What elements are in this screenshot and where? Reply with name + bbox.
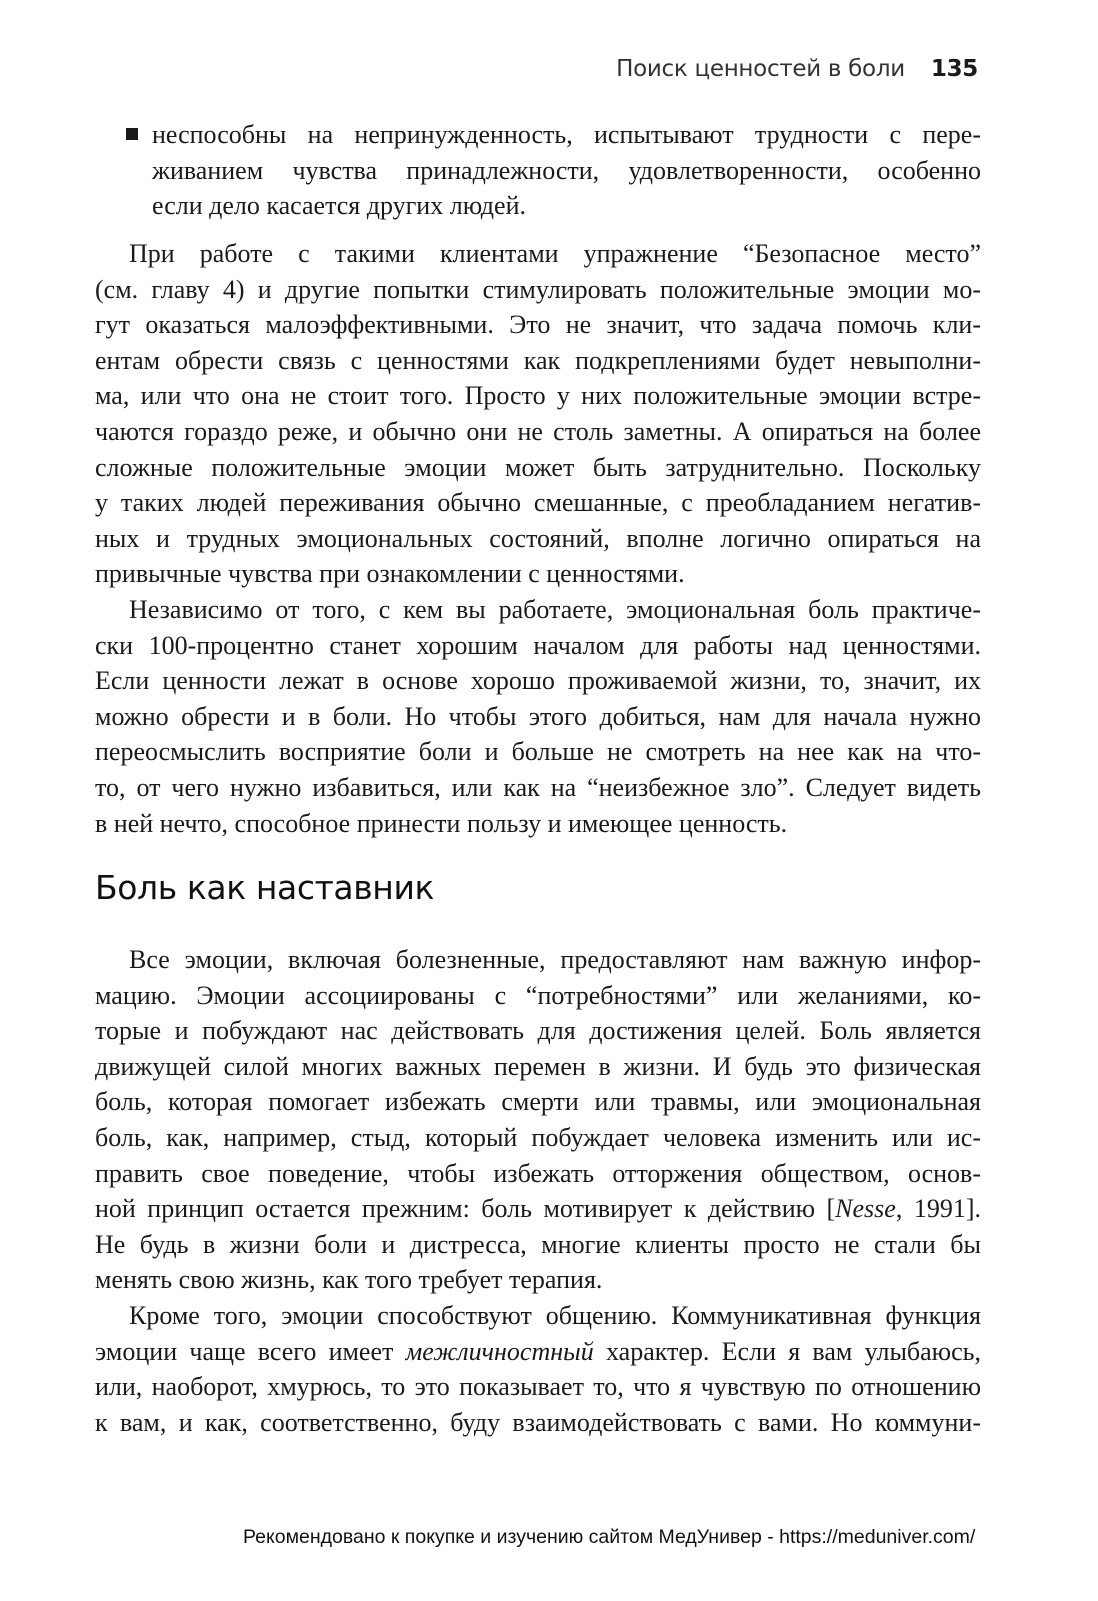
text-line: мацию. Эмоции ассоциированы с “потребностями” или желаниями, ко- <box>95 980 981 1010</box>
text-line: живанием чувства принадлежности, удовлетворенности, особенно <box>152 155 981 185</box>
text-line: править свое поведение, чтобы избежать отторжения обществом, основ- <box>95 1158 981 1188</box>
text-line: движущей силой многих важных перемен в жизни. И будь это физическая <box>95 1051 981 1081</box>
section-heading: Боль как наставник <box>95 868 435 907</box>
text-line: к вам, и как, соответственно, буду взаимодействовать с вами. Но коммуни- <box>95 1407 981 1437</box>
text-line: то, от чего нужно избавиться, или как на “неизбежное зло”. Следует видеть <box>95 772 981 802</box>
text-line: в ней нечто, способное принести пользу и имеющее ценность. <box>95 808 788 838</box>
text-line: чаются гораздо реже, и обычно они не столь заметны. А опираться на более <box>95 416 981 446</box>
square-bullet-icon <box>126 128 138 140</box>
text-span: эмоции чаще всего имеет <box>95 1336 406 1366</box>
text-span: ной принцип остается прежним: боль мотивирует к действию [ <box>95 1194 836 1224</box>
running-head <box>616 56 978 82</box>
bullet-list-item <box>126 117 981 224</box>
text-line: боль, которая помогает избежать смерти или травмы, или эмоциональная <box>95 1087 981 1117</box>
text-line: торые и побуждают нас действовать для достижения целей. Боль является <box>95 1016 981 1046</box>
citation-line <box>95 1191 981 1227</box>
page-number: 135 <box>930 56 978 82</box>
text-line: если дело касается других людей. <box>152 191 526 221</box>
text-line: у таких людей переживания обычно смешанные, с преобладанием негатив- <box>95 488 981 518</box>
footer-watermark: Рекомендовано к покупке и изучению сайтом МедУнивер - https://meduniver.com/ <box>243 1526 976 1548</box>
text-line: Кроме того, эмоции способствуют общению. Коммуникативная функция <box>129 1301 981 1330</box>
text-line: боль, как, например, стыд, который побуждает человека изменить или ис- <box>95 1122 981 1152</box>
text-line: Независимо от того, с кем вы работаете, эмоциональная боль практиче- <box>129 595 981 624</box>
text-line: сложные положительные эмоции может быть затруднительно. Поскольку <box>95 452 981 482</box>
text-line-with-italic <box>95 1334 981 1370</box>
text-line: или, наоборот, хмурюсь, то это показывает то, что я чувствую по отношению <box>95 1372 981 1402</box>
text-line: неспособны на непринужденность, испытывают трудности с пере- <box>152 120 981 149</box>
text-line: Если ценности лежат в основе хорошо проживаемой жизни, то, значит, их <box>95 666 981 696</box>
text-line: Все эмоции, включая болезненные, предоставляют нам важную инфор- <box>129 945 981 974</box>
text-line: гут оказаться малоэффективными. Это не значит, что задача помочь кли- <box>95 310 981 340</box>
italic-term: межличностный <box>405 1336 594 1366</box>
text-line: можно обрести и в боли. Но чтобы этого добиться, нам для начала нужно <box>95 701 981 731</box>
text-line: ентам обрести связь с ценностями как подкреплениями будет невыполни- <box>95 345 981 375</box>
running-head-title: Поиск ценностей в боли <box>616 56 905 82</box>
text-line: переосмыслить восприятие боли и больше не смотреть на нее как на что- <box>95 737 981 767</box>
text-line: (см. главу 4) и другие попытки стимулировать положительные эмоции мо- <box>95 274 981 304</box>
paragraph-3 <box>95 942 981 1298</box>
text-span: характер. Если я вам улыбаюсь, <box>593 1336 981 1366</box>
text-span: , 1991]. <box>895 1194 981 1224</box>
text-line: привычные чувства при ознакомлении с ценностями. <box>95 559 685 589</box>
text-line: ма, или что она не стоит того. Просто у них положительные эмоции встре- <box>95 381 981 411</box>
text-line: менять свою жизнь, как того требует терапия. <box>95 1265 603 1295</box>
text-line: ных и трудных эмоциональных состояний, вполне логично опираться на <box>95 523 981 553</box>
paragraph-4 <box>95 1298 981 1440</box>
text-line: Не будь в жизни боли и дистресса, многие клиенты просто не стали бы <box>95 1229 981 1259</box>
paragraph-2 <box>95 592 981 841</box>
paragraph-1 <box>95 236 981 592</box>
citation-author: Nesse <box>835 1194 896 1224</box>
text-line: При работе с такими клиентами упражнение “Безопасное место” <box>129 239 981 268</box>
text-line: ски 100-процентно станет хорошим началом для работы над ценностями. <box>95 630 981 660</box>
